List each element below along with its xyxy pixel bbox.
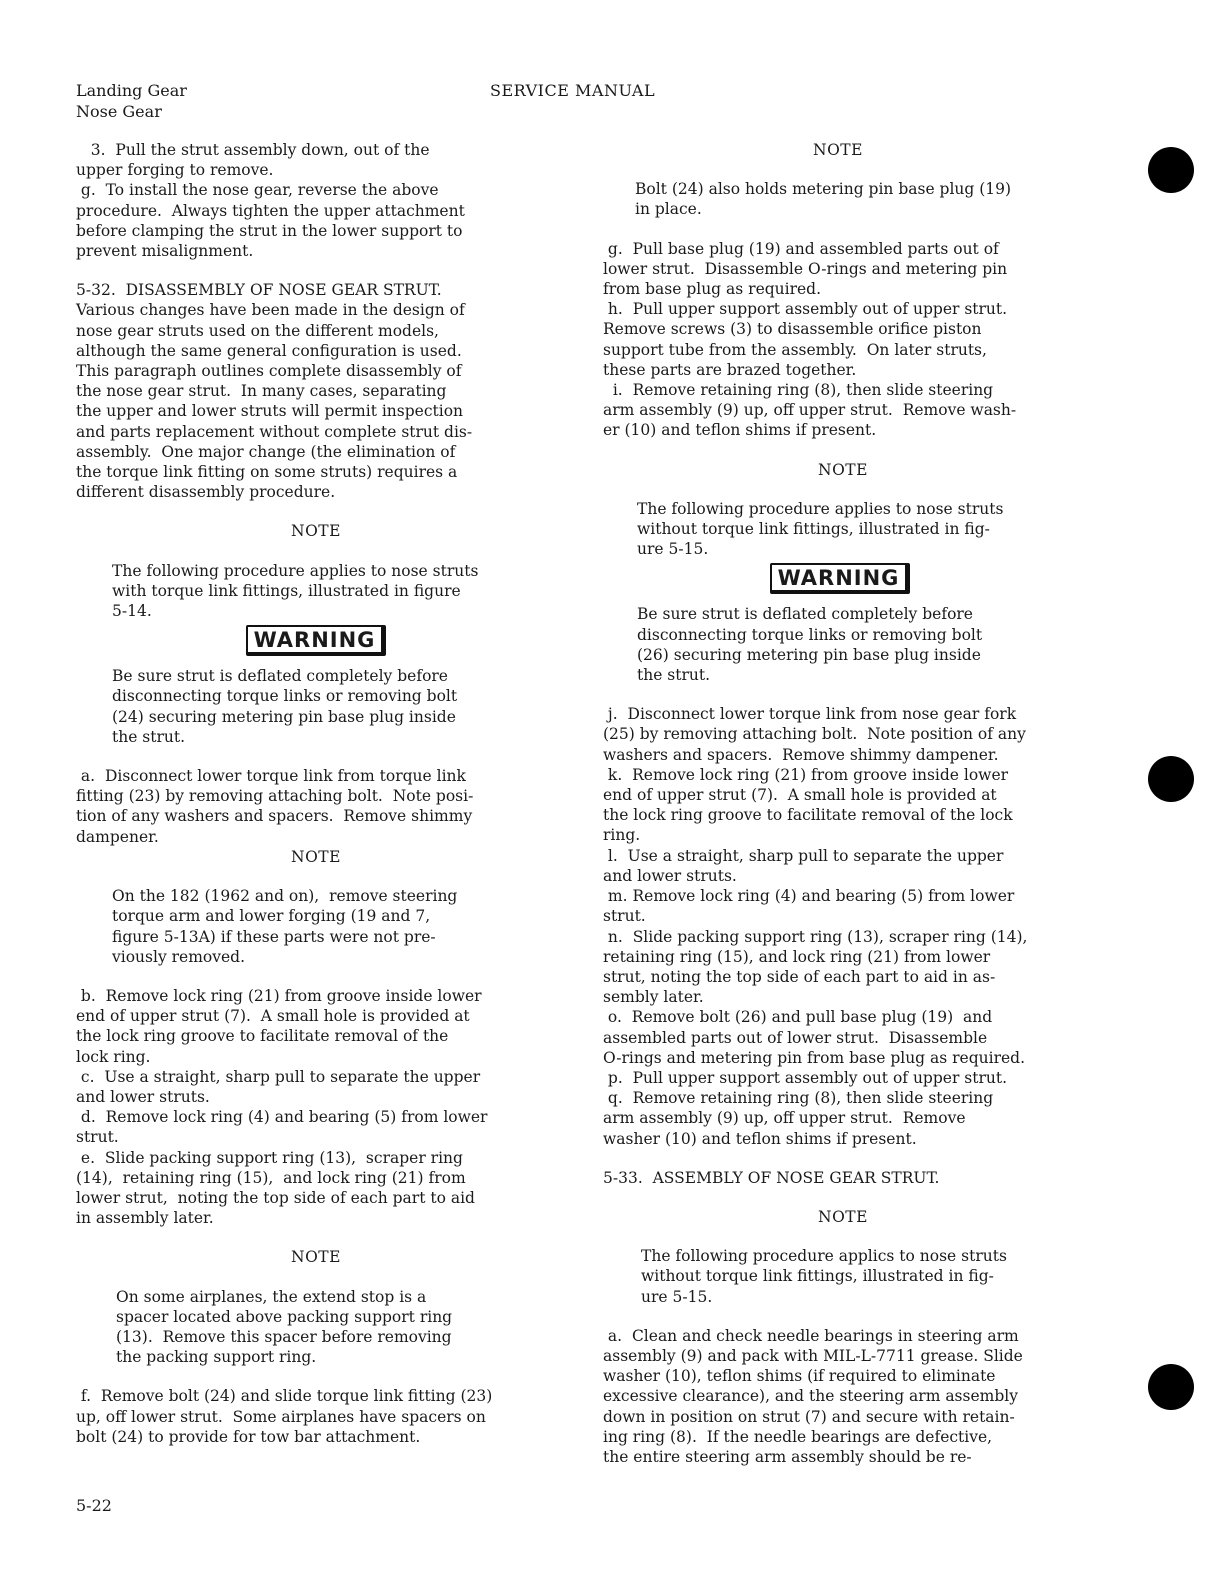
text-line: k. Remove lock ring (21) from groove inside lower xyxy=(603,765,1009,784)
text-line: the lock ring groove to facilitate removal of the lock xyxy=(603,806,1013,825)
text-line: strut. xyxy=(603,907,646,926)
section-label-nose-gear: Nose Gear xyxy=(76,102,162,121)
text-line: q. Remove retaining ring (8), then slide steering xyxy=(603,1089,994,1108)
binder-hole-top xyxy=(1148,147,1194,193)
paragraph-steps-j-q xyxy=(603,704,1083,1148)
text-line: assembly. One major change (the elimination of xyxy=(76,442,456,461)
text-line: without torque link fittings, illustrated in fig- xyxy=(641,1267,994,1286)
warning-label: WARNING xyxy=(246,625,387,656)
text-line: a. Disconnect lower torque link from torque link xyxy=(76,767,466,786)
section-label-landing-gear: Landing Gear xyxy=(76,81,187,100)
text-line: This paragraph outlines complete disassembly of xyxy=(76,362,462,381)
text-line: the upper and lower struts will permit inspection xyxy=(76,402,464,421)
text-line: with torque link fittings, illustrated in figure xyxy=(112,581,461,600)
note-label: NOTE xyxy=(813,141,863,159)
note-182-steering xyxy=(76,886,556,967)
text-line: these parts are brazed together. xyxy=(603,360,857,379)
text-line: down in position on strut (7) and secure with retain- xyxy=(603,1407,1015,1426)
note-assembly-procedure xyxy=(603,1246,1083,1307)
text-line: c. Use a straight, sharp pull to separate the upper xyxy=(76,1067,481,1086)
text-line: up, off lower strut. Some airplanes have spacers on xyxy=(76,1407,486,1426)
text-line: upper forging to remove. xyxy=(76,161,274,180)
text-line: b. Remove lock ring (21) from groove inside lower xyxy=(76,986,482,1005)
text-line: figure 5-13A) if these parts were not pre- xyxy=(112,927,436,946)
paragraph-assembly-step-a xyxy=(603,1326,1083,1467)
text-line: l. Use a straight, sharp pull to separate the upper xyxy=(603,846,1004,865)
text-line: and parts replacement without complete strut dis- xyxy=(76,422,473,441)
text-line: strut, noting the top side of each part to aid in as- xyxy=(603,967,996,986)
paragraph-steps-g-i xyxy=(603,239,1083,441)
warning-banner xyxy=(76,625,556,656)
text-line: tion of any washers and spacers. Remove shimmy xyxy=(76,807,473,826)
text-line: The following procedure applies to nose struts xyxy=(637,499,1004,518)
text-line: washer (10), teflon shims (if required to eliminate xyxy=(603,1367,996,1386)
text-line: lock ring. xyxy=(76,1047,151,1066)
text-line: end of upper strut (7). A small hole is provided at xyxy=(603,786,997,805)
page-number: 5-22 xyxy=(76,1496,112,1515)
text-line: h. Pull upper support assembly out of upper strut. xyxy=(603,300,1008,319)
text-line: in place. xyxy=(635,200,702,219)
text-line: (24) securing metering pin base plug inside xyxy=(112,707,456,726)
text-line: dampener. xyxy=(76,827,159,846)
text-line: washers and spacers. Remove shimmy dampener. xyxy=(603,745,999,764)
text-line: support tube from the assembly. On later struts, xyxy=(603,340,987,359)
text-line: arm assembly (9) up, off upper strut. Remove xyxy=(603,1109,966,1128)
text-line: the lock ring groove to facilitate removal of the xyxy=(76,1027,449,1046)
section-heading-5-33 xyxy=(603,1168,1083,1188)
note-label: NOTE xyxy=(291,847,341,866)
text-line: o. Remove bolt (26) and pull base plug (19) and xyxy=(603,1008,993,1027)
text-line: lower strut. Disassemble O-rings and metering pin xyxy=(603,259,1008,278)
paragraph-install-procedure xyxy=(76,140,556,261)
text-line: j. Disconnect lower torque link from nose gear fork xyxy=(603,705,1017,724)
text-line: lower strut, noting the top side of each part to aid xyxy=(76,1188,475,1207)
text-line: e. Slide packing support ring (13), scraper ring xyxy=(76,1148,463,1167)
text-line: p. Pull upper support assembly out of upper strut. xyxy=(603,1068,1008,1087)
text-line: The following procedure applics to nose struts xyxy=(641,1247,1007,1266)
text-line: strut. xyxy=(76,1128,119,1147)
warning-label: WARNING xyxy=(770,563,911,594)
text-line: m. Remove lock ring (4) and bearing (5) from lower xyxy=(603,887,1015,906)
text-line: bolt (24) to provide for tow bar attachment. xyxy=(76,1427,421,1446)
text-line: and lower struts. xyxy=(603,866,737,885)
text-line: ring. xyxy=(603,826,641,845)
text-line: excessive clearance), and the steering arm assembly xyxy=(603,1387,1018,1406)
text-line: On some airplanes, the extend stop is a xyxy=(116,1287,427,1306)
text-line: the strut. xyxy=(637,666,711,685)
note-label: NOTE xyxy=(291,522,341,541)
text-line: Be sure strut is deflated completely before xyxy=(112,667,448,686)
paragraph-5-32-disassembly xyxy=(76,280,556,502)
text-line: retaining ring (15), and lock ring (21) from lower xyxy=(603,947,991,966)
text-line: Remove screws (3) to disassemble orifice piston xyxy=(603,320,982,339)
text-line: nose gear struts used on the different models, xyxy=(76,321,439,340)
text-line: Various changes have been made in the design of xyxy=(76,301,465,320)
text-line: On the 182 (1962 and on), remove steering xyxy=(112,887,458,906)
note-extend-stop xyxy=(76,1287,556,1368)
text-line: 5-33. ASSEMBLY OF NOSE GEAR STRUT. xyxy=(603,1168,940,1187)
text-line: O-rings and metering pin from base plug as required. xyxy=(603,1048,1026,1067)
text-line: procedure. Always tighten the upper attachment xyxy=(76,201,465,220)
text-line: the entire steering arm assembly should be re- xyxy=(603,1447,972,1466)
text-line: prevent misalignment. xyxy=(76,242,254,261)
note-bolt-24 xyxy=(603,179,1083,219)
text-line: assembled parts out of lower strut. Disassemble xyxy=(603,1028,988,1047)
text-line: viously removed. xyxy=(112,947,246,966)
page-title: SERVICE MANUAL xyxy=(490,81,656,100)
text-line: 5-14. xyxy=(112,602,152,621)
text-line: the packing support ring. xyxy=(116,1348,317,1367)
text-line: end of upper strut (7). A small hole is provided at xyxy=(76,1007,470,1026)
text-line: (25) by removing attaching bolt. Note position of any xyxy=(603,725,1026,744)
note-without-torque-link xyxy=(603,499,1083,560)
warning-banner xyxy=(603,563,1077,594)
text-line: although the same general configuration is used. xyxy=(76,341,462,360)
text-line: 3. Pull the strut assembly down, out of the xyxy=(76,141,430,159)
text-line: fitting (23) by removing attaching bolt. Note posi- xyxy=(76,787,474,806)
text-line: i. Remove retaining ring (8), then slide steering xyxy=(603,381,994,400)
text-line: (13). Remove this spacer before removing xyxy=(116,1327,452,1346)
text-line: The following procedure applies to nose struts xyxy=(112,561,479,580)
warning-text xyxy=(603,604,1083,685)
note-label: NOTE xyxy=(818,460,868,479)
text-line: g. To install the nose gear, reverse the above xyxy=(76,181,439,200)
right-column xyxy=(603,140,1083,1467)
text-line: spacer located above packing support ring xyxy=(116,1307,453,1326)
paragraph-step-f xyxy=(76,1386,556,1447)
text-line: from base plug as required. xyxy=(603,280,822,299)
text-line: 5-32. DISASSEMBLY OF NOSE GEAR STRUT. xyxy=(76,281,442,300)
text-line: arm assembly (9) up, off upper strut. Remove wash- xyxy=(603,401,1017,420)
text-line: without torque link fittings, illustrated in fig- xyxy=(637,520,990,539)
text-line: d. Remove lock ring (4) and bearing (5) from lower xyxy=(76,1108,488,1127)
text-line: assembly (9) and pack with MIL-L-7711 grease. Slide xyxy=(603,1346,1023,1365)
note-label: NOTE xyxy=(818,1207,868,1226)
text-line: (26) securing metering pin base plug inside xyxy=(637,645,981,664)
note-label: NOTE xyxy=(291,1248,341,1267)
text-line: ure 5-15. xyxy=(641,1287,713,1306)
text-line: the strut. xyxy=(112,727,186,746)
text-line: (14), retaining ring (15), and lock ring (21) from xyxy=(76,1168,466,1187)
binder-hole-middle xyxy=(1148,756,1194,802)
text-line: Bolt (24) also holds metering pin base plug (19) xyxy=(635,180,1012,199)
text-line: the torque link fitting on some struts) requires a xyxy=(76,463,458,482)
text-line: g. Pull base plug (19) and assembled parts out of xyxy=(603,239,999,258)
text-line: ure 5-15. xyxy=(637,540,709,559)
text-line: different disassembly procedure. xyxy=(76,483,336,502)
text-line: er (10) and teflon shims if present. xyxy=(603,421,877,440)
text-line: torque arm and lower forging (19 and 7, xyxy=(112,907,431,926)
text-line: the nose gear strut. In many cases, separating xyxy=(76,382,447,401)
text-line: in assembly later. xyxy=(76,1209,214,1228)
paragraph-steps-b-e xyxy=(76,986,556,1228)
text-line: ing ring (8). If the needle bearings are defective, xyxy=(603,1427,993,1446)
text-line: washer (10) and teflon shims if present. xyxy=(603,1129,917,1148)
text-line: n. Slide packing support ring (13), scraper ring (14), xyxy=(603,927,1028,946)
binder-hole-bottom xyxy=(1148,1364,1194,1410)
text-line: disconnecting torque links or removing bolt xyxy=(112,687,458,706)
text-line: Be sure strut is deflated completely before xyxy=(637,605,973,624)
text-line: disconnecting torque links or removing bolt xyxy=(637,625,983,644)
note-torque-link-fittings xyxy=(76,561,556,622)
text-line: and lower struts. xyxy=(76,1087,210,1106)
text-line: before clamping the strut in the lower support to xyxy=(76,221,463,240)
left-column xyxy=(76,140,556,1447)
text-line: f. Remove bolt (24) and slide torque link fitting (23) xyxy=(76,1387,493,1406)
text-line: sembly later. xyxy=(603,988,704,1007)
paragraph-step-a xyxy=(76,766,556,847)
text-line: a. Clean and check needle bearings in steering arm xyxy=(603,1326,1019,1345)
warning-text xyxy=(76,666,556,747)
